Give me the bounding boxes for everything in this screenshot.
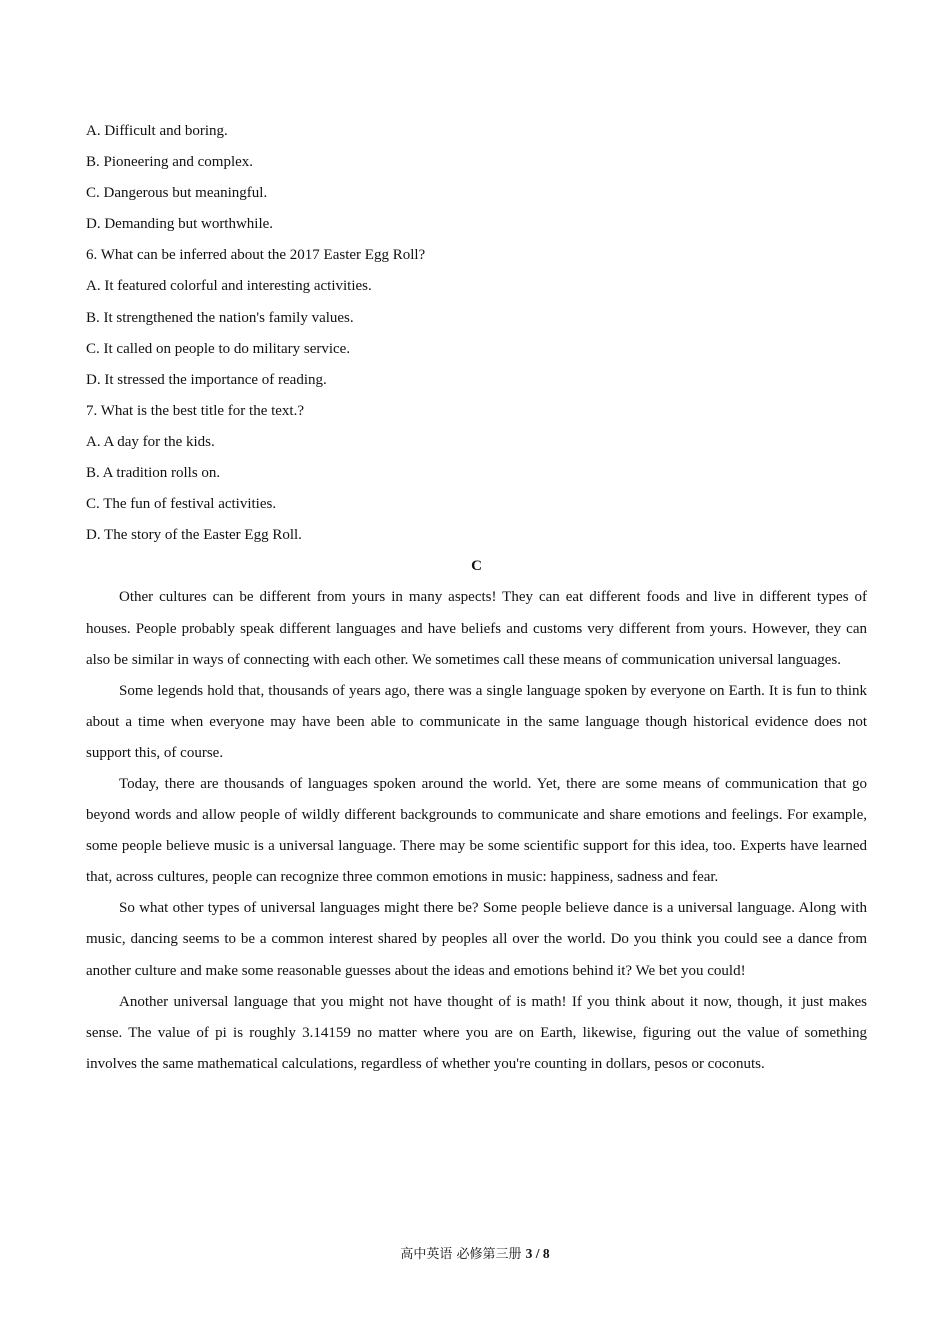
q6-option-d: D. It stressed the importance of reading. [86, 371, 327, 388]
q6-option-b: B. It strengthened the nation's family values. [86, 309, 354, 326]
footer-course-label: 高中英语 必修第三册 [400, 1247, 526, 1262]
q5-option-c: C. Dangerous but meaningful. [86, 185, 268, 202]
q6-option-c: C. It called on people to do military service. [86, 340, 351, 357]
passage-paragraph-5: Another universal language that you might not have thought of is math! If you think about it now, though, it just makes sense. The value of pi is roughly 3.14159 no matter where you are on Earth, likewise, figuring out the value of something involves the same mathematical calculations, regardless of whether you're counting in dollars, pesos or coconuts. [86, 993, 867, 1072]
q6-option-a: A. It featured colorful and interesting activities. [86, 278, 372, 295]
q7-option-d: D. The story of the Easter Egg Roll. [86, 527, 302, 544]
passage-paragraph-3: Today, there are thousands of languages spoken around the world. Yet, there are some means of communication that go beyond words and allow people of wildly different backgrounds to communicate and share emotions and feelings. For example, some people believe music is a universal language. There may be some scientific support for this idea, too. Experts have learned that, across cultures, people can recognize three common emotions in music: happiness, sadness and fear. [86, 775, 867, 886]
passage-paragraph-2: Some legends hold that, thousands of years ago, there was a single language spoken by everyone on Earth. It is fun to think about a time when everyone may have been able to communicate in the same language though historical evidence does not support this, of course. [86, 682, 867, 761]
passage-paragraph-1: Other cultures can be different from yours in many aspects! They can eat different foods and live in different types of houses. People probably speak different languages and have beliefs and customs very different from yours. However, they can also be similar in ways of connecting with each other. We sometimes call these means of communication universal languages. [86, 589, 867, 668]
q6-question: 6. What can be inferred about the 2017 Easter Egg Roll? [86, 247, 426, 264]
q7-option-a: A. A day for the kids. [86, 433, 215, 450]
page-content [86, 116, 867, 1080]
q7-question: 7. What is the best title for the text.? [86, 402, 304, 419]
section-c-heading: C [471, 558, 482, 575]
q7-option-c: C. The fun of festival activities. [86, 496, 277, 513]
q5-option-d: D. Demanding but worthwhile. [86, 216, 274, 233]
q5-option-a: A. Difficult and boring. [86, 123, 228, 139]
passage-paragraph-4: So what other types of universal languages might there be? Some people believe dance is a universal language. Along with music, dancing seems to be a common interest shared by peoples all over the world. Do you think you could see a dance from another culture and make some reasonable guesses about the ideas and emotions behind it? We bet you could! [86, 900, 867, 979]
page-number: 3 / 8 [525, 1246, 550, 1261]
q7-option-b: B. A tradition rolls on. [86, 465, 221, 482]
q5-option-b: B. Pioneering and complex. [86, 154, 254, 171]
page-footer [0, 1243, 950, 1262]
